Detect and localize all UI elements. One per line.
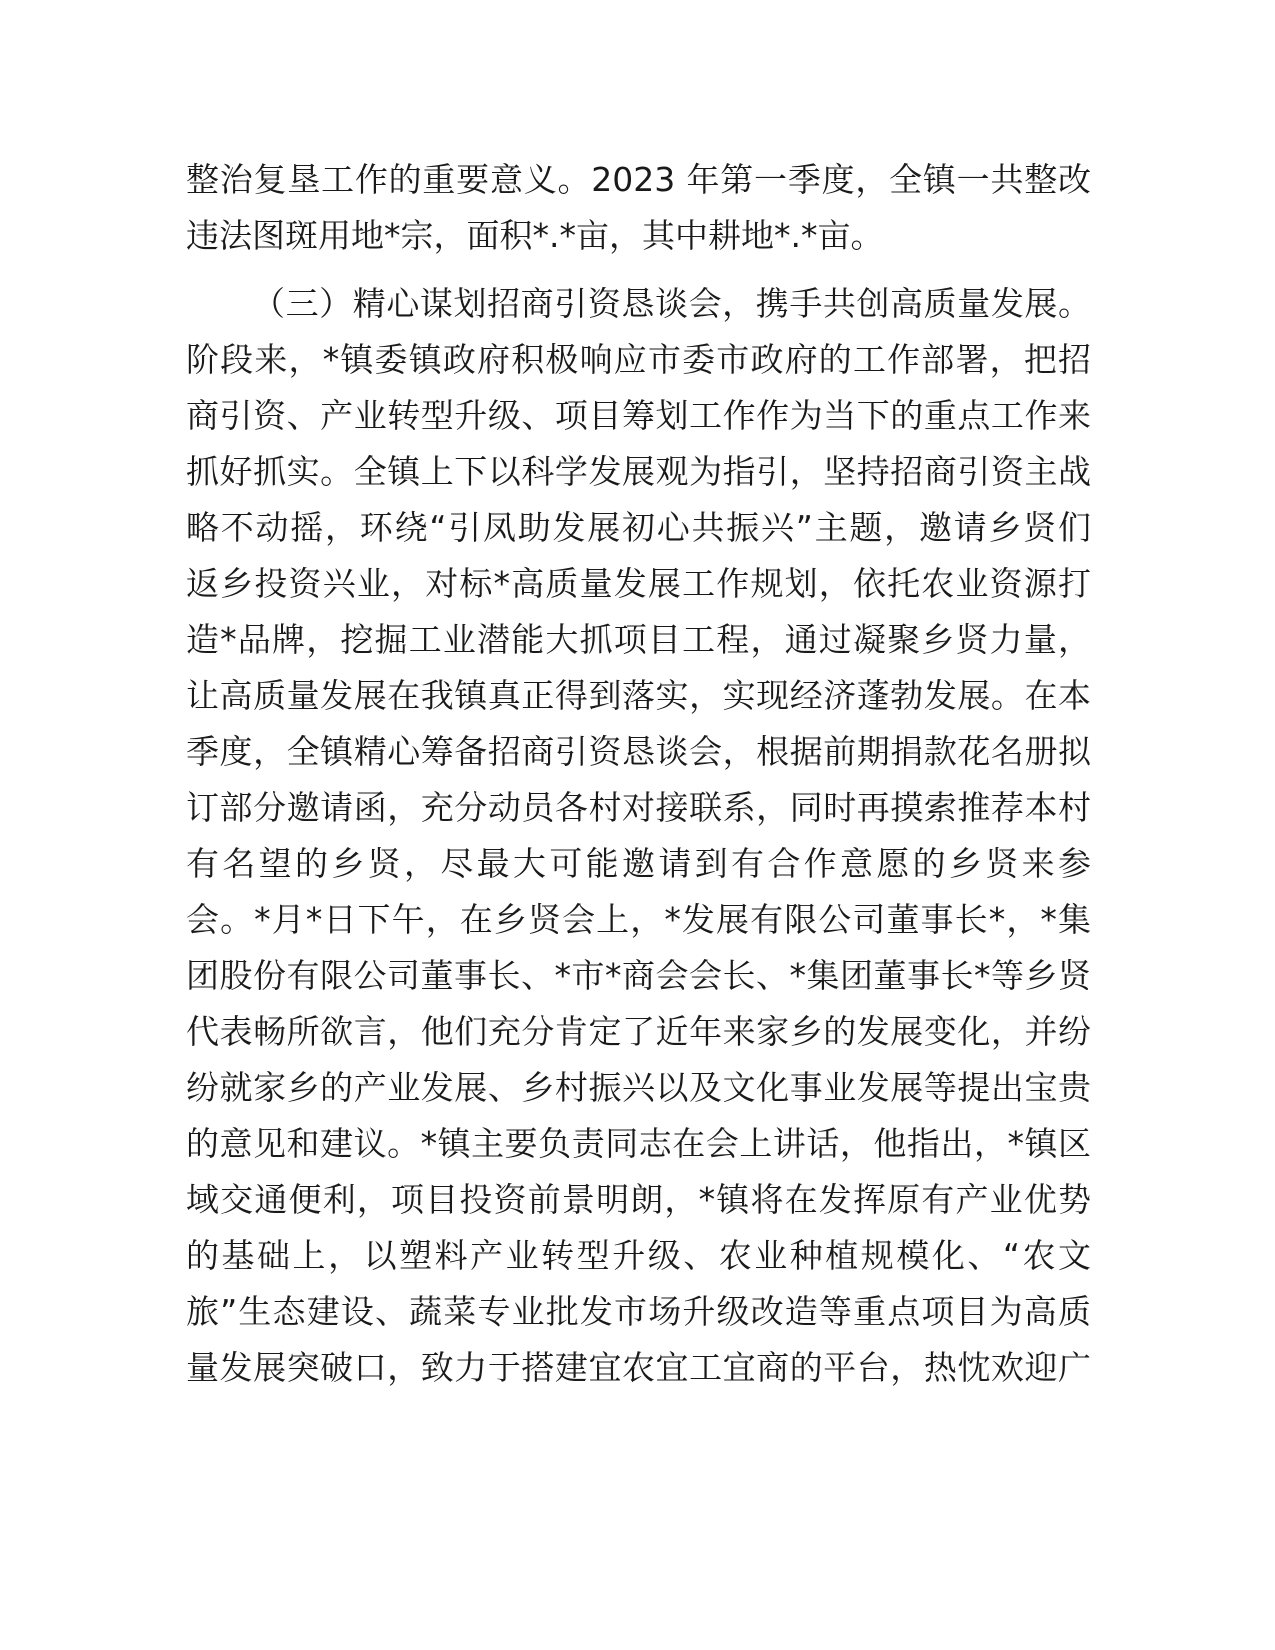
body-text [186, 152, 1091, 1396]
text-line: 的基础上，以塑料产业转型升级、农业种植规模化、“农文 [186, 1236, 1091, 1275]
text-line: 团股份有限公司董事长、*市*商会会长、*集团董事长*等乡贤 [186, 956, 1091, 995]
text-line: 域交通便利，项目投资前景明朗，*镇将在发挥原有产业优势 [186, 1180, 1091, 1219]
text-line: 让高质量发展在我镇真正得到落实，实现经济蓬勃发展。在本 [186, 676, 1091, 715]
section-heading: （三）精心谋划招商引资恳谈会，携手共创高质量发展。 [252, 284, 1091, 323]
text-line: 量发展突破口，致力于搭建宜农宜工宜商的平台，热忱欢迎广 [186, 1348, 1091, 1387]
text-line: 抓好抓实。全镇上下以科学发展观为指引，坚持招商引资主战 [186, 452, 1091, 491]
text-line: 阶段来，*镇委镇政府积极响应市委市政府的工作部署，把招 [186, 340, 1091, 379]
text-line: 订部分邀请函，充分动员各村对接联系，同时再摸索推荐本村 [186, 788, 1091, 827]
text-line: 会。*月*日下午，在乡贤会上，*发展有限公司董事长*，*集 [186, 900, 1091, 939]
text-line: 整治复垦工作的重要意义。2023 年第一季度，全镇一共整改 [186, 160, 1091, 199]
text-line: 季度，全镇精心筹备招商引资恳谈会，根据前期捐款花名册拟 [186, 732, 1091, 771]
text-line: 商引资、产业转型升级、项目筹划工作作为当下的重点工作来 [186, 396, 1091, 435]
text-line: 的意见和建议。*镇主要负责同志在会上讲话，他指出，*镇区 [186, 1124, 1091, 1163]
text-line: 返乡投资兴业，对标*高质量发展工作规划，依托农业资源打 [186, 564, 1091, 603]
text-line: 略不动摇，环绕“引凤助发展初心共振兴”主题，邀请乡贤们 [186, 508, 1091, 547]
text-line: 有名望的乡贤，尽最大可能邀请到有合作意愿的乡贤来参 [186, 844, 1091, 883]
text-line: 造*品牌，挖掘工业潜能大抓项目工程，通过凝聚乡贤力量， [186, 620, 1091, 659]
text-line: 代表畅所欲言，他们充分肯定了近年来家乡的发展变化，并纷 [186, 1012, 1091, 1051]
text-line: 纷就家乡的产业发展、乡村振兴以及文化事业发展等提出宝贵 [186, 1068, 1091, 1107]
text-line: 旅”生态建设、蔬菜专业批发市场升级改造等重点项目为高质 [186, 1292, 1091, 1331]
text-line: 违法图斑用地*宗，面积*.*亩，其中耕地*.*亩。 [186, 216, 884, 255]
